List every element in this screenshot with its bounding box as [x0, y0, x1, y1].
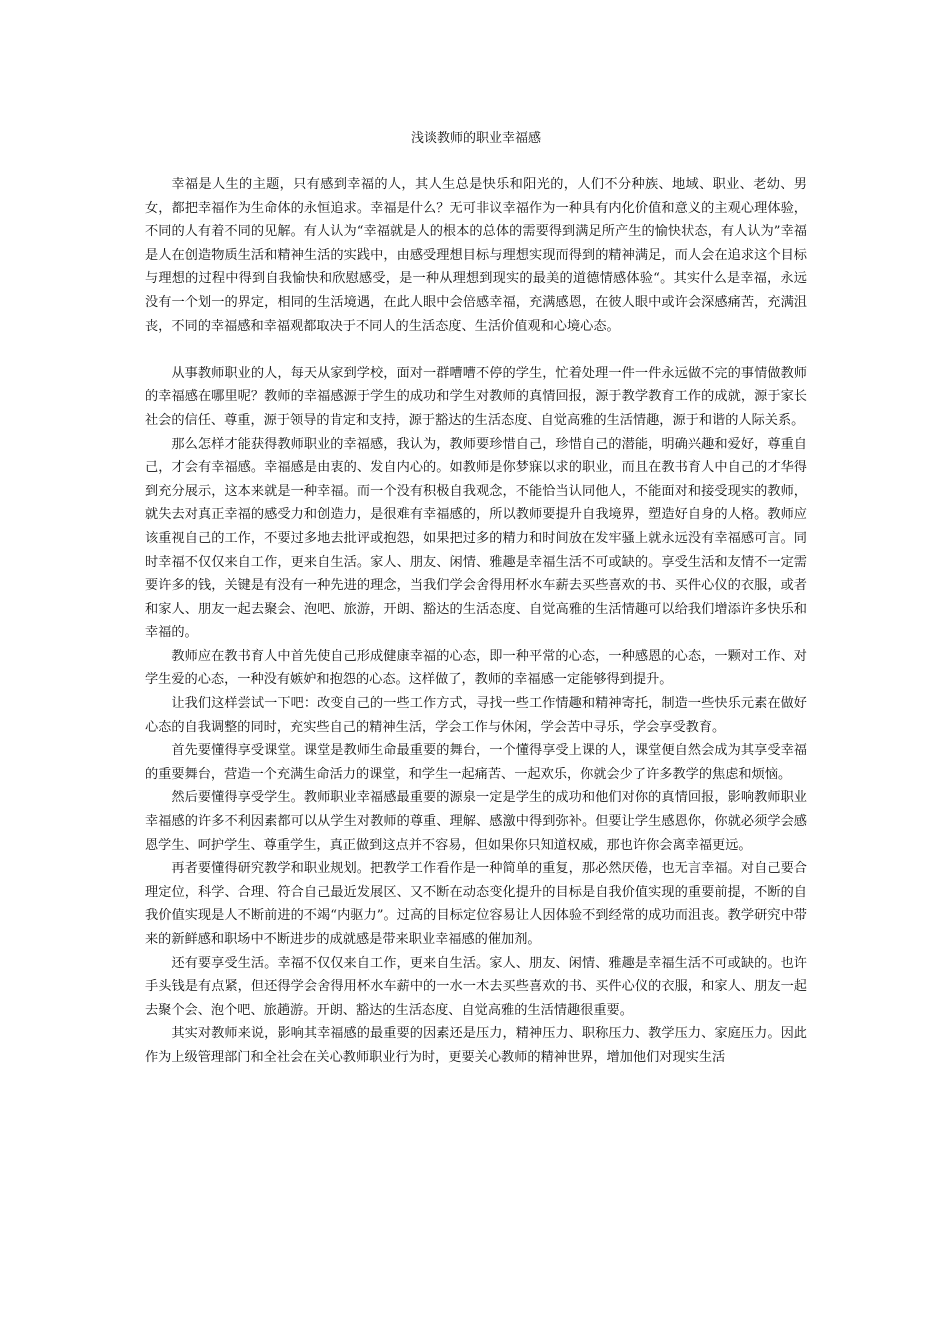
paragraph: 从事教师职业的人，每天从家到学校，面对一群嘈嘈不停的学生，忙着处理一件一件永远做不完的事情做教师的幸福感在哪里呢？教师的幸福感源于学生的成功和学生对教师的真情回报，源于教学教育工作的成就，源于家长社会的信任、尊重，源于领导的肯定和支持，源于豁达的生活态度、自觉高雅的生活情趣，源于和谐的人际关系。	[145, 365, 807, 428]
document-title: 浅谈教师的职业幸福感	[410, 131, 541, 146]
paragraph: 那么怎样才能获得教师职业的幸福感，我认为，教师要珍惜自己，珍惜自己的潜能，明确兴趣和爱好，尊重自己，才会有幸福感。幸福感是由衷的、发自内心的。如教师是你梦寐以求的职业，而且在教书育人中自己的才华得到充分展示，这本来就是一种幸福。而一个没有积极自我观念，不能恰当认同他人，不能面对和接受现实的教师，就失去对真正幸福的感受力和创造力，是很难有幸福感的，所以教师要提升自我境界，塑造好自身的人格。教师应该重视自己的工作，不要过多地去批评或抱怨，如果把过多的精力和时间放在发牢骚上就永远没有幸福感可言。同时幸福不仅仅来自工作，更来自生活。家人、朋友、闲情、雅趣是幸福生活不可或缺的。享受生活和友情不一定需要许多的钱，关键是有没有一种先进的理念，当我们学会舍得用杯水车薪去买些喜欢的书、买件心仪的衣服，或者和家人、朋友一起去聚会、泡吧、旅游，开朗、豁达的生活态度、自觉高雅的生活情趣可以给我们增添许多快乐和幸福的。	[145, 436, 807, 641]
paragraph: 让我们这样尝试一下吧：改变自己的一些工作方式，寻找一些工作情趣和精神寄托，制造一些快乐元素在做好心态的自我调整的同时，充实些自己的精神生活，学会工作与休闲，学会苦中寻乐，学会享受教育。	[145, 696, 807, 735]
paragraph: 还有要享受生活。幸福不仅仅来自工作，更来自生活。家人、朋友、闲情、雅趣是幸福生活不可或缺的。也许手头钱是有点紧，但还得学会舍得用杯水车薪中的一水一木去买些喜欢的书、买件心仪的衣服，和家人、朋友一起去聚个会、泡个吧、旅趟游。开朗、豁达的生活态度、自觉高雅的生活情趣很重要。	[145, 955, 807, 1018]
paragraph: 幸福是人生的主题，只有感到幸福的人，其人生总是快乐和阳光的，人们不分种族、地域、职业、老幼、男女，都把幸福作为生命体的永恒追求。幸福是什么？无可非议幸福作为一种具有内化价值和意义的主观心理体验，不同的人有着不同的见解。有人认为“幸福就是人的根本的总体的需要得到满足所产生的愉快状态，有人认为”幸福是人在创造物质生活和精神生活的实践中，由感受理想目标与理想实现而得到的精神满足，而人会在追求这个目标与理想的过程中得到自我愉快和欣慰感受，是一种从理想到现实的最美的道德情感体验“。其实什么是幸福，永远没有一个划一的界定，相同的生活境遇，在此人眼中会倍感幸福，充满感恩，在彼人眼中或许会深感痛苦，充满沮丧，不同的幸福感和幸福观都取决于不同人的生活态度、生活价值观和心境心态。	[145, 177, 807, 334]
paragraph: 首先要懂得享受课堂。课堂是教师生命最重要的舞台，一个懂得享受上课的人，课堂便自然会成为其享受幸福的重要舞台，营造一个充满生命活力的课堂，和学生一起痛苦、一起欢乐，你就会少了许多教学的焦虑和烦恼。	[145, 743, 807, 782]
document-body	[145, 173, 807, 1070]
paragraph: 再者要懂得研究教学和职业规划。把教学工作看作是一种简单的重复，那必然厌倦，也无言幸福。对自己要合理定位，科学、合理、符合自己最近发展区、又不断在动态变化提升的目标是自我价值实现的重要前提，不断的自我价值实现是人不断前进的不竭“内驱力”。过高的目标定位容易让人因体验不到经常的成功而沮丧。教学研究中带来的新鲜感和职场中不断进步的成就感是带来职业幸福感的催加剂。	[145, 861, 807, 947]
paragraph: 其实对教师来说，影响其幸福感的最重要的因素还是压力，精神压力、职称压力、教学压力、家庭压力。因此作为上级管理部门和全社会在关心教师职业行为时，更要关心教师的精神世界，增加他们对现实生活	[145, 1026, 807, 1065]
paragraph: 然后要懂得享受学生。教师职业幸福感最重要的源泉一定是学生的成功和他们对你的真情回报，影响教师职业幸福感的许多不利因素都可以从学生对教师的尊重、理解、感激中得到弥补。但要让学生感恩你，你就必须学会感恩学生、呵护学生、尊重学生，真正做到这点并不容易，但如果你只知道权威，那也许你会离幸福更远。	[145, 790, 807, 853]
paragraph: 教师应在教书育人中首先使自己形成健康幸福的心态，即一种平常的心态，一种感恩的心态，一颗对工作、对学生爱的心态，一种没有嫉妒和抱怨的心态。这样做了，教师的幸福感一定能够得到提升。	[145, 648, 807, 688]
